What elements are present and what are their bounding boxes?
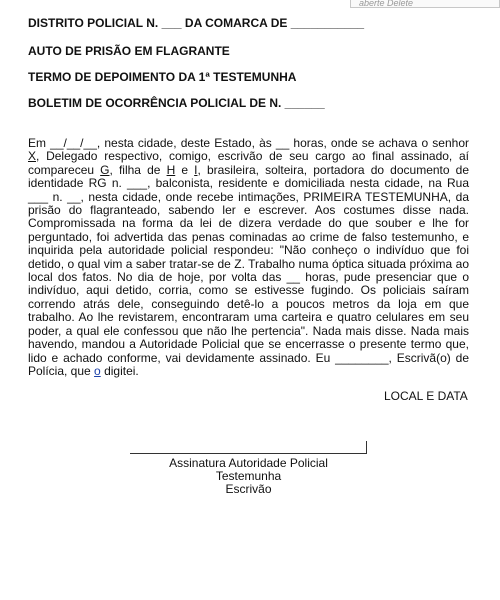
name-i: I [194, 162, 198, 177]
signature-clerk: Escrivão [225, 482, 272, 496]
local-e-data: LOCAL E DATA [384, 389, 468, 403]
heading-auto-prisao: AUTO DE PRISÃO EM FLAGRANTE [28, 44, 230, 58]
name-g: G [100, 162, 110, 177]
name-h: H [166, 162, 176, 177]
heading-boletim-ocorrencia: BOLETIM DE OCORRÊNCIA POLICIAL DE N. ______ [28, 96, 325, 110]
signature-line [130, 453, 367, 454]
body-segment-1: Em __/__/__, nesta cidade, deste Estado, às __ horas, onde se achava o senhor [28, 136, 469, 150]
body-segment-4: e [175, 162, 195, 177]
signature-line-tick [366, 441, 367, 454]
toolbar-strip [350, 0, 500, 8]
body-segment-3: , filha de [109, 162, 167, 177]
signature-witness: Testemunha [215, 469, 282, 483]
heading-distrito-policial: DISTRITO POLICIAL N. ___ DA COMARCA DE ___________ [28, 16, 365, 30]
body-segment-2: , Delegado respectivo, comigo, escrivão de seu cargo ao final assinado, aí compareceu [28, 149, 469, 177]
name-x: X [28, 149, 37, 164]
heading-termo-depoimento: TERMO DE DEPOIMENTO DA 1ª TESTEMUNHA [28, 70, 297, 84]
name-o: o [94, 363, 101, 378]
testimony-paragraph [28, 137, 469, 378]
body-segment-6: digitei. [100, 363, 139, 378]
body-segment-5: , brasileira, solteira, portadora do documento de identidade RG n. ___, balconista, residente e domiciliada nesta cidade, na Rua ___ n. __, nesta cidade, onde recebe intimações, PRIMEIRA TESTEMUNHA, da prisão do flagranteado, sabendo ler e escrever. Aos costumes disse nada. Compromissada na forma da lei de dizera verdade do que souber e lhe for perguntado, foi advertida das penas cominadas ao crime de falso testemunho, e inquirida pela autoridade policial respondeu: "Não conheço o indivíduo que foi detido, o qual vim a saber tratar-se de Z. Trabalho numa óptica situada próxima ao local dos fatos. No dia de hoje, por volta das __ horas, pude presenciar que o indivíduo, aqui detido, corria, como se estivesse fugindo. Os policiais saíram correndo atrás dele, conseguindo detê-lo a poucos metros da loja em que trabalho. Ao lhe revistarem, encontraram uma carteira e quatro celulares em seu poder, a qual ele confessou que não lhe pertencia". Nada mais disse. Nada mais havendo, mandou a Autoridade Policial que se encerrasse o presente termo que, lido e achado conforme, vai devidamente assinado. Eu ________, Escrivã(o) de Polícia, que [28, 162, 470, 378]
toolbar-text: aberte Delete [359, 0, 414, 8]
signature-authority: Assinatura Autoridade Policial [169, 456, 328, 470]
